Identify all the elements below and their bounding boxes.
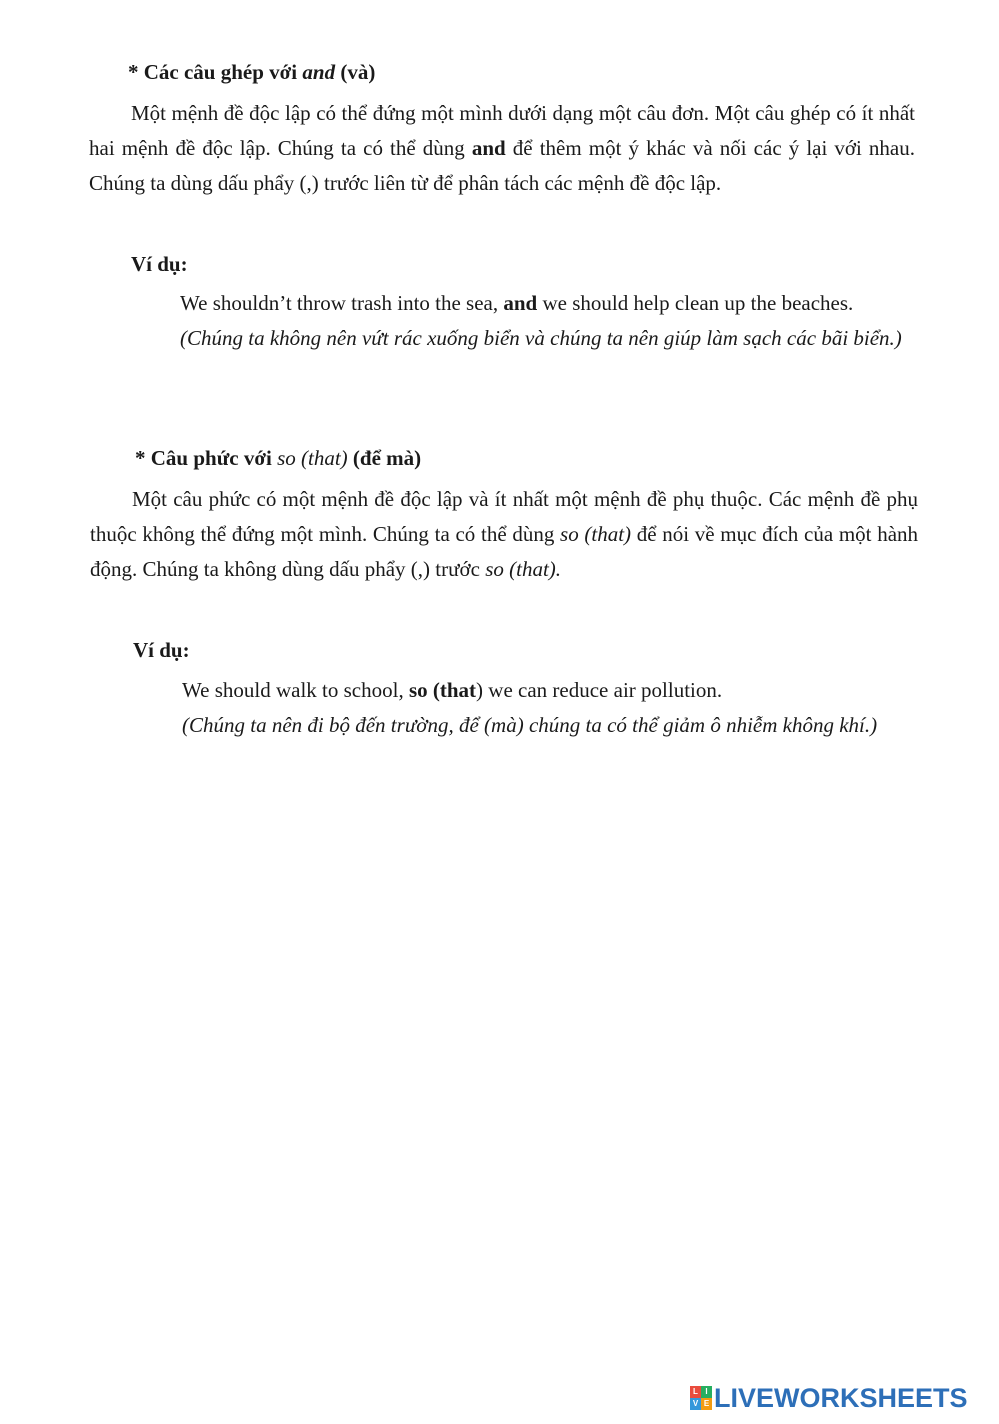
section2-example-translation: (Chúng ta nên đi bộ đến trường, để (mà) chúng ta có thể giảm ô nhiễm không khí.) [182, 713, 878, 737]
liveworksheets-logo [690, 1383, 968, 1413]
logo-blocks-icon: L I V E [690, 1386, 712, 1410]
section2-example [182, 673, 920, 743]
section2-heading-suffix: (để mà) [347, 446, 422, 470]
section2-heading [135, 444, 421, 472]
section1-heading [128, 58, 375, 86]
section2-example-english: We should walk to school, so (that) we can reduce air pollution. [182, 678, 723, 702]
section2-heading-prefix: * Câu phức với [135, 446, 278, 470]
section1-heading-suffix: (và) [335, 60, 376, 84]
logo-text: LIVEWORKSHEETS [714, 1383, 968, 1413]
section1-paragraph-keyword: and [471, 136, 506, 160]
section1-example [180, 286, 916, 356]
section1-example-english: We shouldn’t throw trash into the sea, and we should help clean up the beaches. [180, 291, 854, 315]
section2-heading-keyword: so (that) [277, 446, 348, 470]
section1-paragraph: Một mệnh đề độc lập có thể đứng một mình dưới dạng một câu đơn. Một câu ghép có ít nhất hai mệnh đề độc lập. Chúng ta có thể dùng and để thêm một ý khác và nối các ý lại với nhau. Chúng ta dùng dấu phẩy (,) trước liên từ để phân tách các mệnh đề độc lập. [89, 101, 915, 195]
section1-heading-prefix: * Các câu ghép với [128, 60, 303, 84]
section2-paragraph: Một câu phức có một mệnh đề độc lập và ít nhất một mệnh đề phụ thuộc. Các mệnh đề phụ thuộc không thể đứng một mình. Chúng ta có thể dùng so (that) để nói về mục đích của một hành động. Chúng ta không dùng dấu phẩy (,) trước so (that). [90, 487, 919, 581]
section1-heading-keyword: and [302, 60, 336, 84]
section1-example-translation: (Chúng ta không nên vứt rác xuống biển và chúng ta nên giúp làm sạch các bãi biển.) [180, 326, 902, 350]
section1-example-label: Ví dụ: [131, 252, 188, 276]
section2-example-label: Ví dụ: [133, 638, 190, 662]
